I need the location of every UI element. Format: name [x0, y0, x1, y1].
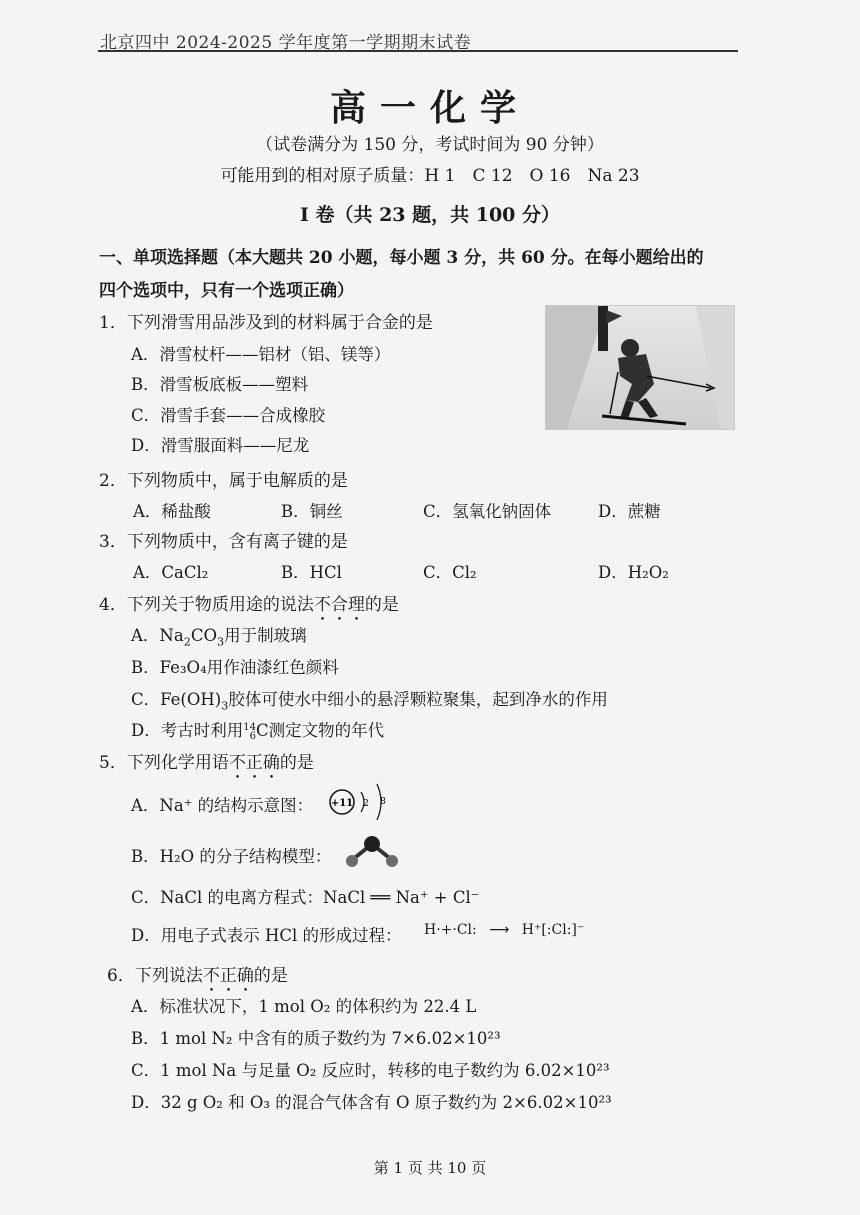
question-4-option-b: B．Fe₃O₄用作油漆红色颜料: [131, 658, 339, 677]
stem-emphasis: 不正确: [202, 966, 254, 986]
nucleus-label: +11: [330, 798, 354, 809]
question-2-option-c: C．氢氧化钠固体: [423, 502, 552, 521]
page-number: 第 1 页 共 10 页: [373, 1159, 487, 1177]
exam-header: 北京四中 2024-2025 学年度第一学期期末试卷: [100, 33, 472, 53]
stem-text: 4．下列关于物质用途的说法: [99, 595, 314, 615]
option-text: C．Fe(OH): [131, 690, 222, 709]
option-text: C测定文物的年代: [255, 721, 385, 740]
atomic-masses: 可能用到的相对原子质量：H 1 C 12 O 16 Na 23: [220, 166, 640, 186]
question-1-option-b: B．滑雪板底板——塑料: [131, 375, 309, 394]
question-6-stem: [107, 961, 288, 996]
option-formula: CaCl₂: [161, 563, 209, 582]
question-3-option-c: [423, 559, 477, 583]
shell-1-electrons: 2: [363, 799, 369, 809]
option-label: D．: [598, 563, 628, 582]
header-divider: [98, 50, 738, 52]
option-label: C．: [423, 563, 453, 582]
question-2-option-b: B．铜丝: [281, 502, 343, 521]
lewis-reactants: H·+·Cl:: [424, 922, 477, 938]
stem-text: 5．下列化学用语: [99, 753, 229, 773]
question-3-option-b: [281, 559, 342, 583]
question-2-option-a: A．稀盐酸: [133, 502, 211, 521]
question-5-option-c: C．NaCl 的电离方程式：NaCl ══ Na⁺ + Cl⁻: [131, 888, 480, 907]
question-5-option-d: D．用电子式表示 HCl 的形成过程：: [131, 926, 402, 945]
option-formula: H₂O₂: [627, 563, 669, 582]
option-text: A．Na: [131, 626, 184, 645]
reaction-arrow-icon: ⟶: [489, 922, 510, 938]
option-formula: Cl₂: [452, 563, 477, 582]
question-1-stem: 1．下列滑雪用品涉及到的材料属于合金的是: [99, 313, 433, 333]
option-formula: HCl: [309, 563, 342, 582]
option-text: 用于制玻璃: [224, 626, 307, 645]
stem-text: 的是: [279, 753, 314, 773]
option-text: D．考古时利用: [131, 721, 244, 740]
question-4-stem: [99, 590, 399, 625]
question-4-option-c: C．$Fe(OH)_3$胶体可使水中细小的悬浮颗粒聚集，起到净水的作用: [131, 690, 608, 713]
skier-image: [546, 306, 735, 430]
question-6-option-c: C．1 mol Na 与足量 O₂ 反应时，转移的电子数约为 6.02×10²³: [131, 1061, 610, 1080]
question-3-option-d: [598, 559, 669, 583]
question-6-option-b: B．1 mol N₂ 中含有的质子数约为 7×6.02×10²³: [131, 1029, 501, 1048]
question-5-stem: [99, 748, 314, 783]
question-5-option-b: B．H₂O 的分子结构模型：: [131, 847, 332, 866]
question-4-option-a: A．$Na_2CO_3$用于制玻璃: [131, 626, 307, 649]
question-6-option-a: A．标准状况下，1 mol O₂ 的体积约为 22.4 L: [131, 997, 477, 1016]
exam-subtitle: （试卷满分为 150 分，考试时间为 90 分钟）: [256, 135, 604, 155]
question-1-option-c: C．滑雪手套——合成橡胶: [131, 406, 326, 425]
question-5-option-a: [131, 792, 313, 816]
stem-text: 的是: [253, 966, 288, 986]
part-instructions-line1: 一、单项选择题（本大题共 20 小题，每小题 3 分，共 60 分。在每小题给出的: [99, 248, 704, 268]
stem-text: 的是: [364, 595, 399, 615]
stem-emphasis: 不正确: [228, 753, 280, 773]
water-molecule-model: [342, 834, 404, 870]
stem-emphasis: 不合理: [313, 595, 365, 615]
question-2-stem: 2．下列物质中，属于电解质的是: [99, 471, 348, 491]
shell-2-electrons: 8: [380, 797, 386, 807]
skier-photo: [545, 305, 735, 430]
option-text: A．Na⁺ 的结构示意图：: [131, 796, 314, 815]
exam-title: 高一化学: [329, 87, 530, 129]
isotope-notation: 14 6: [243, 721, 256, 742]
question-6-option-d: D．32 g O₂ 和 O₃ 的混合气体含有 O 原子数约为 2×6.02×10²³: [131, 1093, 612, 1112]
hcl-formation-lewis: [424, 922, 584, 938]
question-1-option-a: A．滑雪杖杆——铝材（铝、镁等）: [131, 345, 391, 364]
question-2-option-d: D．蔗糖: [598, 502, 661, 521]
question-3-option-a: [133, 559, 208, 583]
option-text: 胶体可使水中细小的悬浮颗粒聚集，起到净水的作用: [228, 690, 608, 709]
lewis-product: H⁺[:Cl:]⁻: [521, 922, 585, 938]
sodium-ion-structure-diagram: [325, 780, 395, 824]
option-label: B．: [281, 563, 310, 582]
part-instructions-line2: 四个选项中，只有一个选项正确）: [99, 281, 354, 301]
question-4-option-d: [131, 717, 384, 741]
stem-text: 6．下列说法: [107, 966, 203, 986]
section-title: I 卷（共 23 题，共 100 分）: [299, 204, 561, 226]
option-label: A．: [133, 563, 162, 582]
question-1-option-d: D．滑雪服面料——尼龙: [131, 436, 310, 455]
question-3-stem: 3．下列物质中，含有离子键的是: [99, 532, 348, 552]
